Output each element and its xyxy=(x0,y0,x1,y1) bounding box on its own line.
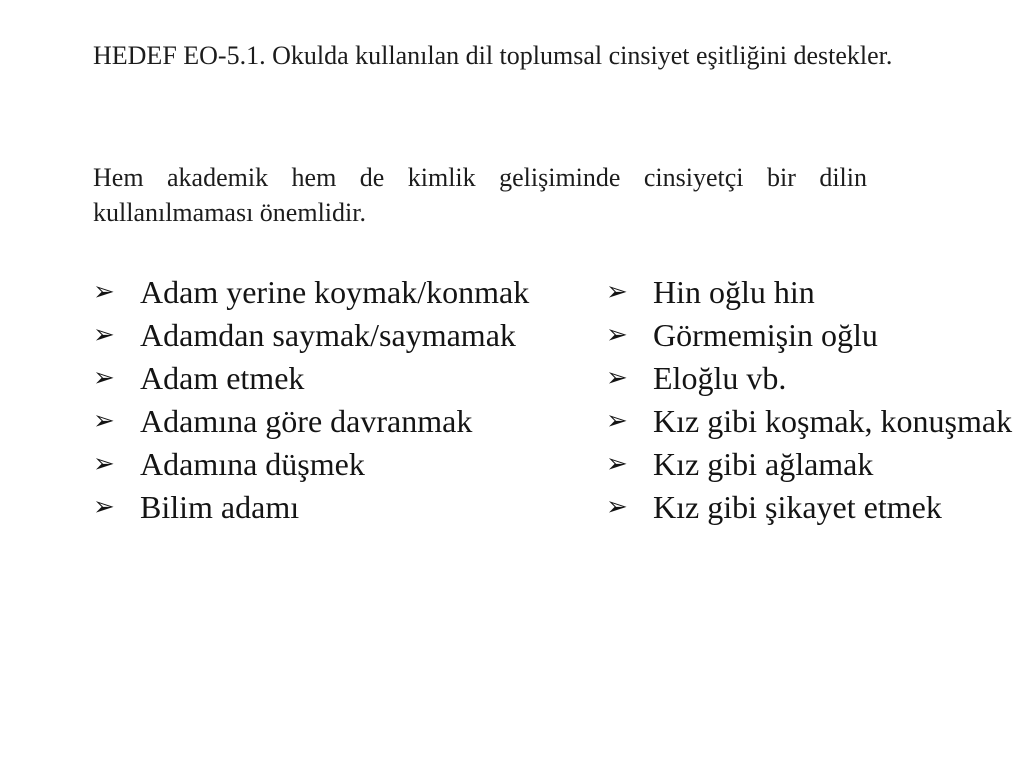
list-item-text: Adam etmek xyxy=(140,360,305,396)
arrow-bullet-icon: ➢ xyxy=(606,277,628,307)
intro-paragraph: Hem akademik hem de kimlik gelişiminde cinsiyetçi bir dilin kullanılmaması önemlidir. xyxy=(93,163,867,227)
left-expression-list xyxy=(93,271,593,529)
arrow-bullet-icon: ➢ xyxy=(606,492,628,522)
list-item xyxy=(606,486,1016,529)
list-item xyxy=(606,314,1016,357)
arrow-bullet-icon: ➢ xyxy=(606,363,628,393)
list-item-text: Hin oğlu hin xyxy=(653,274,815,310)
arrow-bullet-icon: ➢ xyxy=(93,449,115,479)
arrow-bullet-icon: ➢ xyxy=(606,406,628,436)
right-expression-list xyxy=(606,271,1016,529)
list-item-text: Kız gibi şikayet etmek xyxy=(653,489,942,525)
list-item xyxy=(606,357,1016,400)
arrow-bullet-icon: ➢ xyxy=(93,363,115,393)
list-item-text: Adamına düşmek xyxy=(140,446,365,482)
list-item-text: Adam yerine koymak/konmak xyxy=(140,274,530,310)
list-item xyxy=(93,357,593,400)
arrow-bullet-icon: ➢ xyxy=(93,320,115,350)
list-item-text: Bilim adamı xyxy=(140,489,300,525)
list-item xyxy=(93,314,593,357)
goal-heading: HEDEF EO-5.1. Okulda kullanılan dil toplumsal cinsiyet eşitliğini destekler. xyxy=(93,41,893,70)
list-item xyxy=(93,443,593,486)
list-item-text: Görmemişin oğlu xyxy=(653,317,878,353)
list-item xyxy=(606,400,1016,443)
arrow-bullet-icon: ➢ xyxy=(93,406,115,436)
list-item xyxy=(606,271,1016,314)
arrow-bullet-icon: ➢ xyxy=(93,277,115,307)
arrow-bullet-icon: ➢ xyxy=(606,449,628,479)
arrow-bullet-icon: ➢ xyxy=(606,320,628,350)
list-item-text: Kız gibi koşmak, konuşmak xyxy=(653,403,1013,439)
list-item xyxy=(93,400,593,443)
list-item-text: Adamına göre davranmak xyxy=(140,403,473,439)
arrow-bullet-icon: ➢ xyxy=(93,492,115,522)
list-item-text: Eloğlu vb. xyxy=(653,360,787,396)
list-item-text: Adamdan saymak/saymamak xyxy=(140,317,516,353)
list-item xyxy=(93,271,593,314)
list-item-text: Kız gibi ağlamak xyxy=(653,446,874,482)
list-item xyxy=(606,443,1016,486)
list-item xyxy=(93,486,593,529)
